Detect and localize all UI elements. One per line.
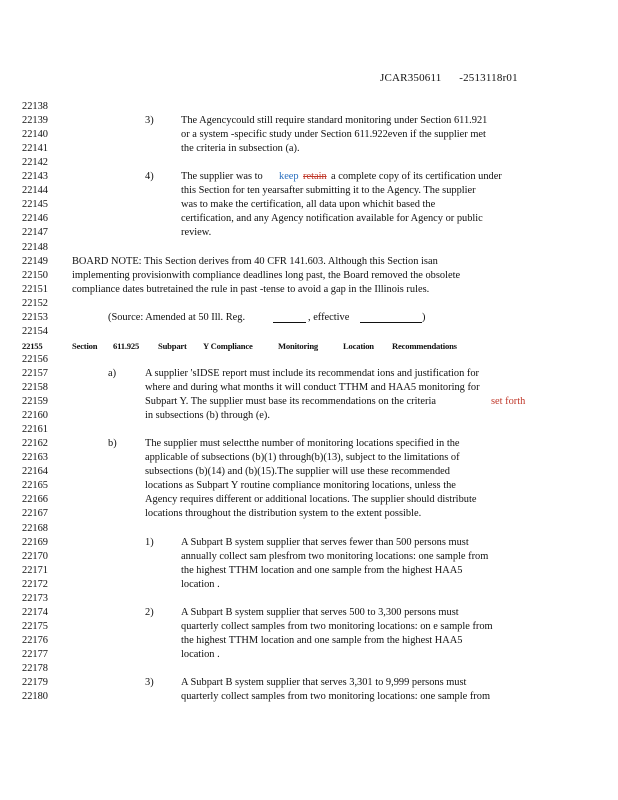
document-line — [0, 170, 618, 184]
document-line — [0, 564, 618, 578]
document-line — [0, 325, 618, 339]
deleted-text: retain — [303, 171, 327, 183]
document-line — [0, 367, 618, 381]
document-line — [0, 592, 618, 606]
document-header — [380, 72, 518, 84]
section-heading-part: Y Compliance — [203, 340, 253, 351]
line-number: 22171 — [22, 564, 48, 576]
line-text: 4) — [145, 171, 154, 183]
doc-version: -2513118r01 — [459, 72, 518, 84]
line-text: Subpart Y. The supplier must base its recommendations on the criteria — [145, 396, 436, 408]
line-number: 22154 — [22, 325, 48, 337]
line-number: 22179 — [22, 677, 48, 689]
document-line — [0, 423, 618, 437]
document-line — [0, 128, 618, 142]
line-number: 22139 — [22, 115, 48, 127]
line-number: 22149 — [22, 255, 48, 267]
line-text: locations throughout the distribution system to the extent possible. — [145, 508, 422, 520]
line-text: location . — [181, 578, 220, 590]
document-line — [0, 142, 618, 156]
document-line — [0, 353, 618, 367]
line-text: this Section for ten yearsafter submitting it to the Agency. The supplier — [181, 185, 476, 197]
line-number: 22159 — [22, 396, 48, 408]
document-line — [0, 662, 618, 676]
document-line — [0, 226, 618, 240]
line-text: A Subpart B system supplier that serves fewer than 500 persons must — [181, 536, 469, 548]
line-text: locations as Subpart Y routine compliance monitoring locations, unless the — [145, 480, 456, 492]
line-number: 22167 — [22, 508, 48, 520]
document-line — [0, 648, 618, 662]
line-number: 22141 — [22, 143, 48, 155]
section-heading-part: Subpart — [158, 340, 187, 351]
document-line — [0, 634, 618, 648]
line-text: (Source: Amended at 50 Ill. Reg. — [108, 311, 246, 323]
line-text: compliance dates butretained the rule in past -tense to avoid a gap in the Illinois rules. — [72, 283, 430, 295]
line-number: 22162 — [22, 438, 48, 450]
document-line — [0, 100, 618, 114]
section-heading-part: Section — [72, 340, 98, 351]
line-text: set forth — [491, 396, 526, 408]
line-text: The Agencycould still require standard monitoring under Section 611.921 — [181, 115, 488, 127]
line-text: 1) — [145, 536, 154, 548]
line-number: 22176 — [22, 634, 48, 646]
line-number: 22164 — [22, 466, 48, 478]
line-text: 3) — [145, 677, 154, 689]
section-heading — [0, 339, 618, 353]
document-line — [0, 479, 618, 493]
line-text: The supplier must selectthe number of monitoring locations specified in the — [145, 438, 460, 450]
line-number: 22180 — [22, 691, 48, 703]
line-text: ) — [422, 311, 426, 323]
line-number: 22175 — [22, 620, 48, 632]
document-line — [0, 620, 618, 634]
line-number: 22161 — [22, 424, 48, 436]
line-text: Agency requires different or additional locations. The supplier should distribute — [145, 494, 477, 506]
line-text: annually collect sam plesfrom two monitoring locations: one sample from — [181, 550, 489, 562]
line-text: 2) — [145, 606, 154, 618]
document-line — [0, 269, 618, 283]
line-text: a) — [108, 367, 117, 379]
document-line — [0, 690, 618, 704]
line-text: the highest TTHM location and one sample from the highest HAA5 — [181, 634, 463, 646]
document-line — [0, 381, 618, 395]
line-text: quarterly collect samples from two monitoring locations: on e sample from — [181, 620, 493, 632]
line-text: A supplier 'sIDSE report must include its recommendat ions and justification for — [145, 367, 480, 379]
section-heading-part: Monitoring — [278, 340, 319, 351]
line-number: 22160 — [22, 410, 48, 422]
document-line — [0, 255, 618, 269]
line-number: 22148 — [22, 241, 48, 253]
document-line — [0, 507, 618, 521]
line-number: 22172 — [22, 578, 48, 590]
document-line — [0, 283, 618, 297]
document-line — [0, 606, 618, 620]
line-text: quarterly collect samples from two monitoring locations: one sample from — [181, 691, 491, 703]
section-heading-part: Location — [343, 340, 374, 351]
line-number: 22158 — [22, 382, 48, 393]
line-text: or a system -specific study under Section 611.922even if the supplier met — [181, 129, 486, 141]
line-number: 22146 — [22, 213, 48, 225]
line-text: 3) — [145, 115, 154, 127]
line-number: 22144 — [22, 185, 48, 197]
line-text: A Subpart B system supplier that serves 3,301 to 9,999 persons must — [181, 677, 467, 689]
line-number: 22153 — [22, 311, 48, 323]
document-line — [0, 536, 618, 550]
document-line — [0, 184, 618, 198]
line-number: 22147 — [22, 227, 48, 239]
doc-id: JCAR350611 — [380, 72, 442, 84]
line-text: A Subpart B system supplier that serves 500 to 3,300 persons must — [181, 606, 459, 618]
line-number: 22151 — [22, 283, 48, 295]
line-number: 22166 — [22, 494, 48, 506]
line-text: the criteria in subsection (a). — [181, 143, 300, 155]
document-line — [0, 465, 618, 479]
line-text: subsections (b)(14) and (b)(15).The supplier will use these recommended — [145, 466, 450, 478]
document-line — [0, 395, 618, 409]
line-number: 22150 — [22, 269, 48, 281]
line-text: BOARD NOTE: This Section derives from 40 CFR 141.603. Although this Section isan — [72, 255, 438, 267]
line-text: implementing provisionwith compliance deadlines long past, the Board removed the obsolete — [72, 269, 461, 281]
document-line — [0, 409, 618, 423]
document-line — [0, 241, 618, 255]
document-line — [0, 311, 618, 325]
line-text: was to make the certification, all data upon whichit based the — [181, 199, 436, 211]
line-number: 22174 — [22, 606, 48, 618]
line-number: 22173 — [22, 592, 48, 604]
fill-in-blank — [273, 312, 306, 323]
fill-in-blank — [360, 312, 422, 323]
document-line — [0, 437, 618, 451]
line-text: certification, and any Agency notification available for Agency or public — [181, 213, 483, 225]
line-number: 22157 — [22, 367, 48, 379]
line-number: 22178 — [22, 663, 48, 674]
line-text: in subsections (b) through (e). — [145, 410, 270, 422]
line-text: the highest TTHM location and one sample from the highest HAA5 — [181, 564, 463, 576]
section-heading-part: Recommendations — [392, 340, 457, 351]
inserted-text: keep — [279, 171, 299, 183]
line-number: 22140 — [22, 129, 48, 141]
line-number: 22169 — [22, 536, 48, 548]
line-text: applicable of subsections (b)(1) through(b)(13), subject to the limitations of — [145, 452, 460, 464]
document-line — [0, 676, 618, 690]
section-heading-part: 611.925 — [113, 340, 140, 351]
line-number: 22142 — [22, 157, 48, 169]
document-line — [0, 550, 618, 564]
line-number: 22165 — [22, 480, 48, 492]
document-line — [0, 522, 618, 536]
line-number: 22168 — [22, 522, 48, 534]
document-line — [0, 212, 618, 226]
line-text: , effective — [308, 311, 350, 323]
line-number: 22152 — [22, 297, 48, 309]
document-line — [0, 451, 618, 465]
document-line — [0, 578, 618, 592]
line-text: b) — [108, 438, 117, 450]
line-text: where and during what months it will conduct TTHM and HAA5 monitoring for — [145, 382, 480, 393]
document-line — [0, 493, 618, 507]
document-line — [0, 156, 618, 170]
line-number: 22143 — [22, 171, 48, 183]
line-number: 22156 — [22, 353, 48, 365]
line-number: 22155 — [22, 340, 43, 351]
line-text: review. — [181, 227, 212, 239]
line-number: 22163 — [22, 452, 48, 464]
line-number: 22177 — [22, 648, 48, 660]
line-text: location . — [181, 648, 220, 660]
document-line — [0, 297, 618, 311]
line-text: The supplier was to — [181, 171, 263, 183]
document-line — [0, 114, 618, 128]
line-text: a complete copy of its certification under — [331, 171, 502, 183]
line-number: 22145 — [22, 199, 48, 211]
document-line — [0, 198, 618, 212]
line-number: 22138 — [22, 101, 48, 112]
line-number: 22170 — [22, 550, 48, 562]
